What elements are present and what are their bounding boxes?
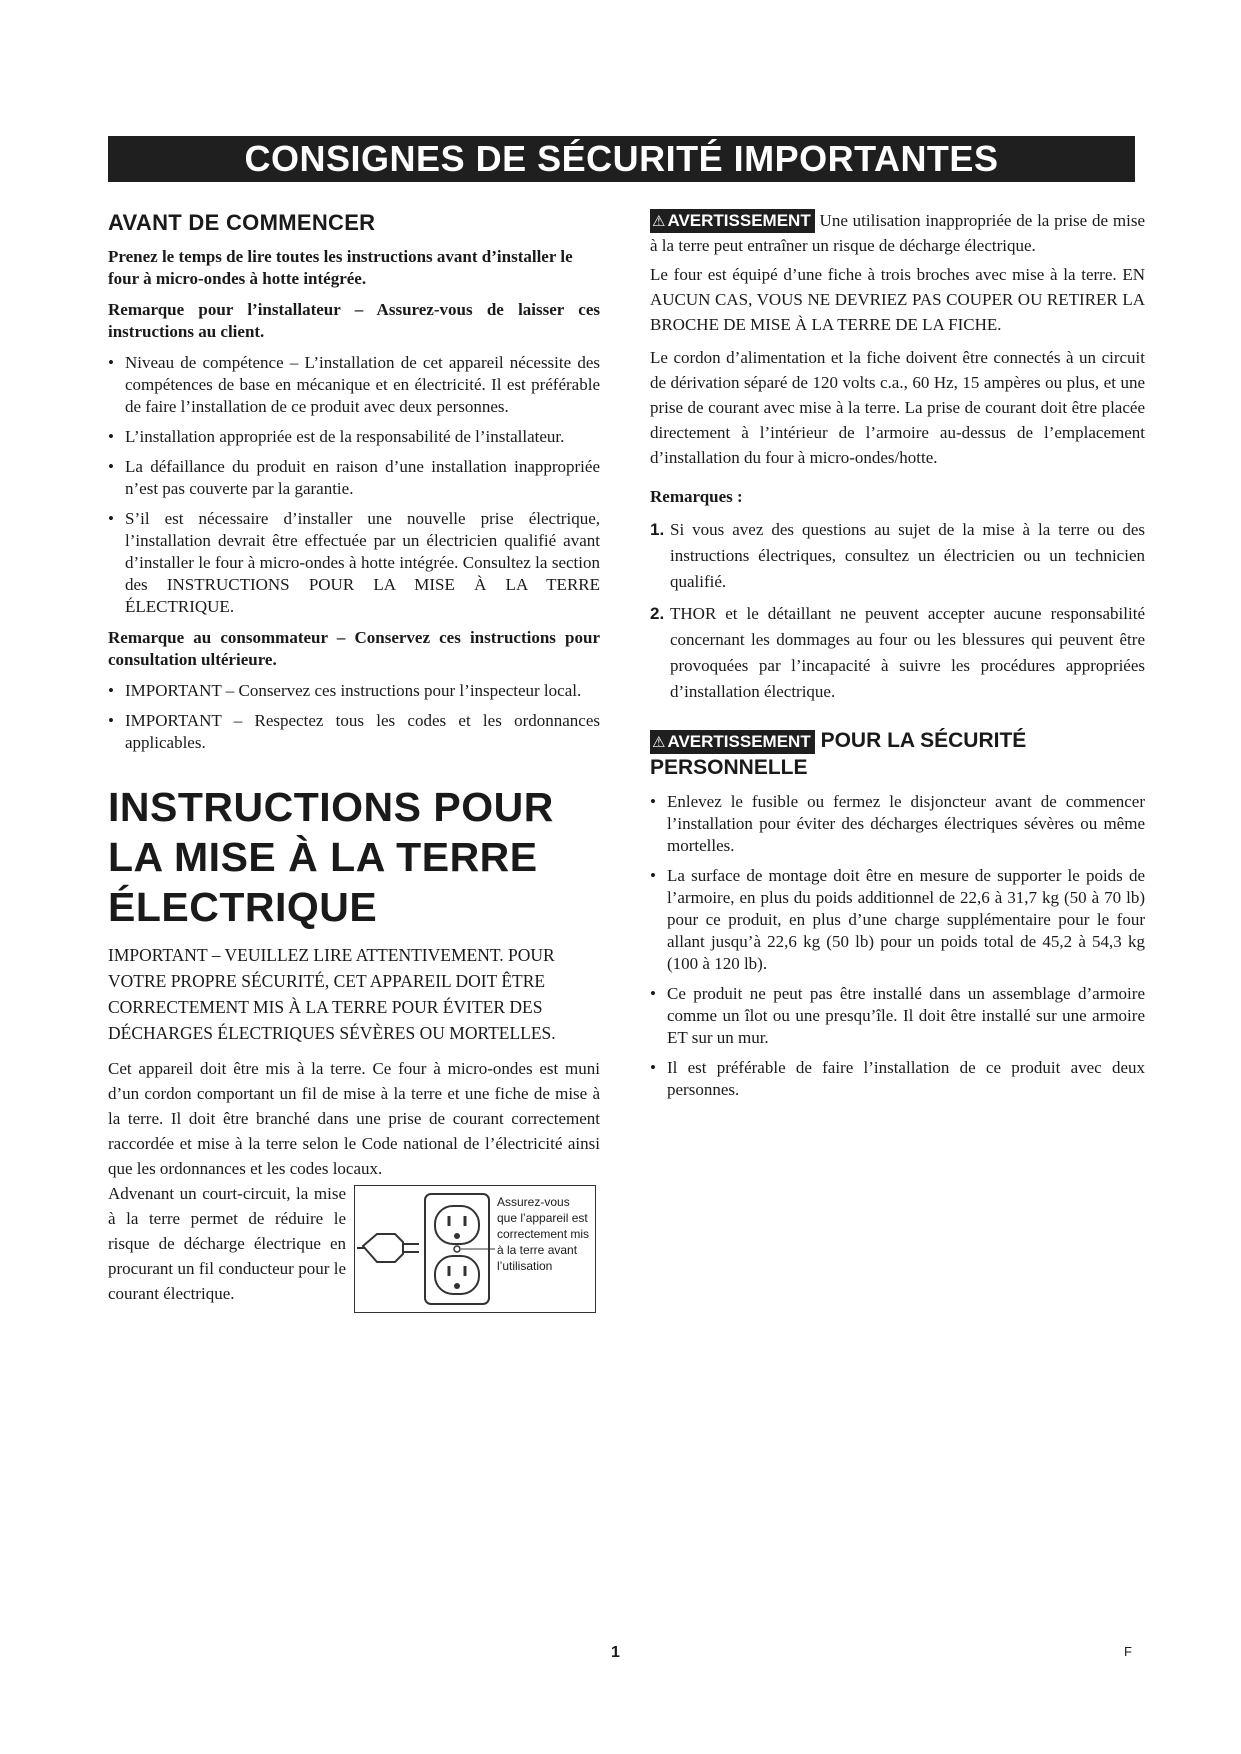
grounded-outlet-icon xyxy=(355,1186,495,1310)
page-number: 1 xyxy=(611,1644,620,1661)
list-item: • La défaillance du produit en raison d’une installation inappropriée n’est pas couverte par la garantie. xyxy=(108,456,600,500)
installer-bullets xyxy=(108,352,600,618)
outlet-figure xyxy=(354,1185,596,1313)
personal-safety-title xyxy=(650,727,1145,781)
list-item: • IMPORTANT – Respectez tous les codes et les ordonnances applicables. xyxy=(108,710,600,754)
warning-label: AVERTISSEMENT xyxy=(667,732,811,751)
warning-triangle-icon: ⚠ xyxy=(652,734,666,751)
safety-bullets xyxy=(650,791,1145,1101)
page-banner: CONSIGNES DE SÉCURITÉ IMPORTANTES xyxy=(108,136,1135,182)
grounding-warning-caps: IMPORTANT – VEUILLEZ LIRE ATTENTIVEMENT. POUR VOTRE PROPRE SÉCURITÉ, CET APPAREIL DOIT ÊTRE CORRECTEMENT MIS À LA TERRE POUR ÉVITER DES DÉCHARGES ÉLECTRIQUES SÉVÈRES OU MORTELLES. xyxy=(108,945,556,1043)
list-item: • IMPORTANT – Conservez ces instructions pour l’inspecteur local. xyxy=(108,680,600,702)
remarks-title: Remarques : xyxy=(650,487,743,506)
safety-title-line: PERSONNELLE xyxy=(650,756,808,779)
grounding-title xyxy=(108,782,600,932)
warning-triangle-icon: ⚠ xyxy=(652,213,666,230)
consumer-note: Remarque au consommateur – Conservez ces instructions pour consultation ultérieure. xyxy=(108,628,600,669)
remark-text: THOR et le détaillant ne peuvent accepter aucune responsabilité concernant les dommages au four ou les blessures qui peuvent être provoquées par l’incapacité à suivre les procédures appropriées d’installation électrique. xyxy=(670,604,1145,701)
warning-label: AVERTISSEMENT xyxy=(667,211,811,230)
list-item: • Enlevez le fusible ou fermez le disjoncteur avant de commencer l’installation pour éviter des décharges électriques sévères ou même mortelles. xyxy=(650,791,1145,857)
warning-1 xyxy=(650,208,1145,258)
grounding-title-line: LA MISE À LA TERRE xyxy=(108,834,538,880)
consumer-bullets xyxy=(108,680,600,754)
remark-number: 2. xyxy=(650,604,665,623)
safety-title-line: POUR LA SÉCURITÉ xyxy=(820,729,1027,752)
list-item: • La surface de montage doit être en mesure de supporter le poids de l’armoire, en plus du poids additionnel de 22,6 à 31,7 kg (50 à 70 lb) pour ce produit, en plus d’une charge supplémentaire pour le four allant jusqu’à 22,6 kg (50 lb) pour un poids total de 45,2 à 54,3 kg (100 à 120 lb). xyxy=(650,865,1145,975)
right-column xyxy=(650,208,1145,1110)
plug-paragraph: Le four est équipé d’une fiche à trois broches avec mise à la terre. EN AUCUN CAS, VOUS NE DEVRIEZ PAS COUPER OU RETIRER LA BROCHE DE MISE À LA TERRE DE LA FICHE. xyxy=(650,265,1145,334)
grounding-figure-block xyxy=(108,1181,600,1313)
language-letter: F xyxy=(1124,1644,1132,1659)
grounding-title-line: ÉLECTRIQUE xyxy=(108,884,378,930)
warning-badge xyxy=(650,730,815,754)
list-item xyxy=(650,517,1145,595)
intro-text: Prenez le temps de lire toutes les instructions avant d’installer le four à micro-ondes à hotte intégrée. xyxy=(108,247,573,288)
before-title: AVANT DE COMMENCER xyxy=(108,210,376,235)
figure-caption: Assurez-vous que l’appareil est correctement mis à la terre avant l’utilisation xyxy=(497,1195,590,1273)
remark-text: Si vous avez des questions au sujet de la mise à la terre ou des instructions électriques, consultez un électricien ou un technicien qualifié. xyxy=(670,520,1145,591)
cord-paragraph: Le cordon d’alimentation et la fiche doivent être connectés à un circuit de dérivation séparé de 120 volts c.a., 60 Hz, 15 ampères ou plus, et une prise de courant avec mise à la terre. La prise de courant doit être placée directement à l’intérieur de l’armoire au-dessus de l’emplacement d’installation du four à micro-ondes/hotte. xyxy=(650,348,1145,467)
warning-badge xyxy=(650,209,815,233)
list-item: • S’il est nécessaire d’installer une nouvelle prise électrique, l’installation devrait être effectuée par un électricien qualifié avant d’installer le four à micro-ondes à hotte intégrée. Consultez la section des INSTRUCTIONS POUR LA MISE À LA TERRE ÉLECTRIQUE. xyxy=(108,508,600,618)
list-item: • L’installation appropriée est de la responsabilité de l’installateur. xyxy=(108,426,600,448)
list-item: • Il est préférable de faire l’installation de ce produit avec deux personnes. xyxy=(650,1057,1145,1101)
grounding-title-line: INSTRUCTIONS POUR xyxy=(108,784,554,830)
remarks-list xyxy=(650,517,1145,705)
list-item: • Ce produit ne peut pas être installé dans un assemblage d’armoire comme un îlot ou une presqu’île. Il doit être installé sur une armoire ET sur un mur. xyxy=(650,983,1145,1049)
list-item xyxy=(650,601,1145,705)
left-column xyxy=(108,208,600,1313)
remark-number: 1. xyxy=(650,520,665,539)
warning-1-text: Une utilisation inappropriée de la prise de mise à la terre peut entraîner un risque de décharge électrique. xyxy=(650,211,1146,255)
list-item: • Niveau de compétence – L’installation de cet appareil nécessite des compétences de base en mécanique et en électricité. Il est préférable de faire l’installation de ce produit avec deux personnes. xyxy=(108,352,600,418)
figure-text: Advenant un court-circuit, la mise à la terre permet de réduire le risque de décharge électrique en procurant un fil conducteur pour le courant électrique. xyxy=(108,1184,346,1303)
grounding-body: Cet appareil doit être mis à la terre. Ce four à micro-ondes est muni d’un cordon comportant un fil de mise à la terre et une fiche de mise à la terre. Il doit être branché dans une prise de courant correctement raccordée et mise à la terre selon le Code national de l’électricité ainsi que les ordonnances et les codes locaux. xyxy=(108,1059,600,1178)
installer-note: Remarque pour l’installateur – Assurez-vous de laisser ces instructions au client. xyxy=(108,300,600,341)
